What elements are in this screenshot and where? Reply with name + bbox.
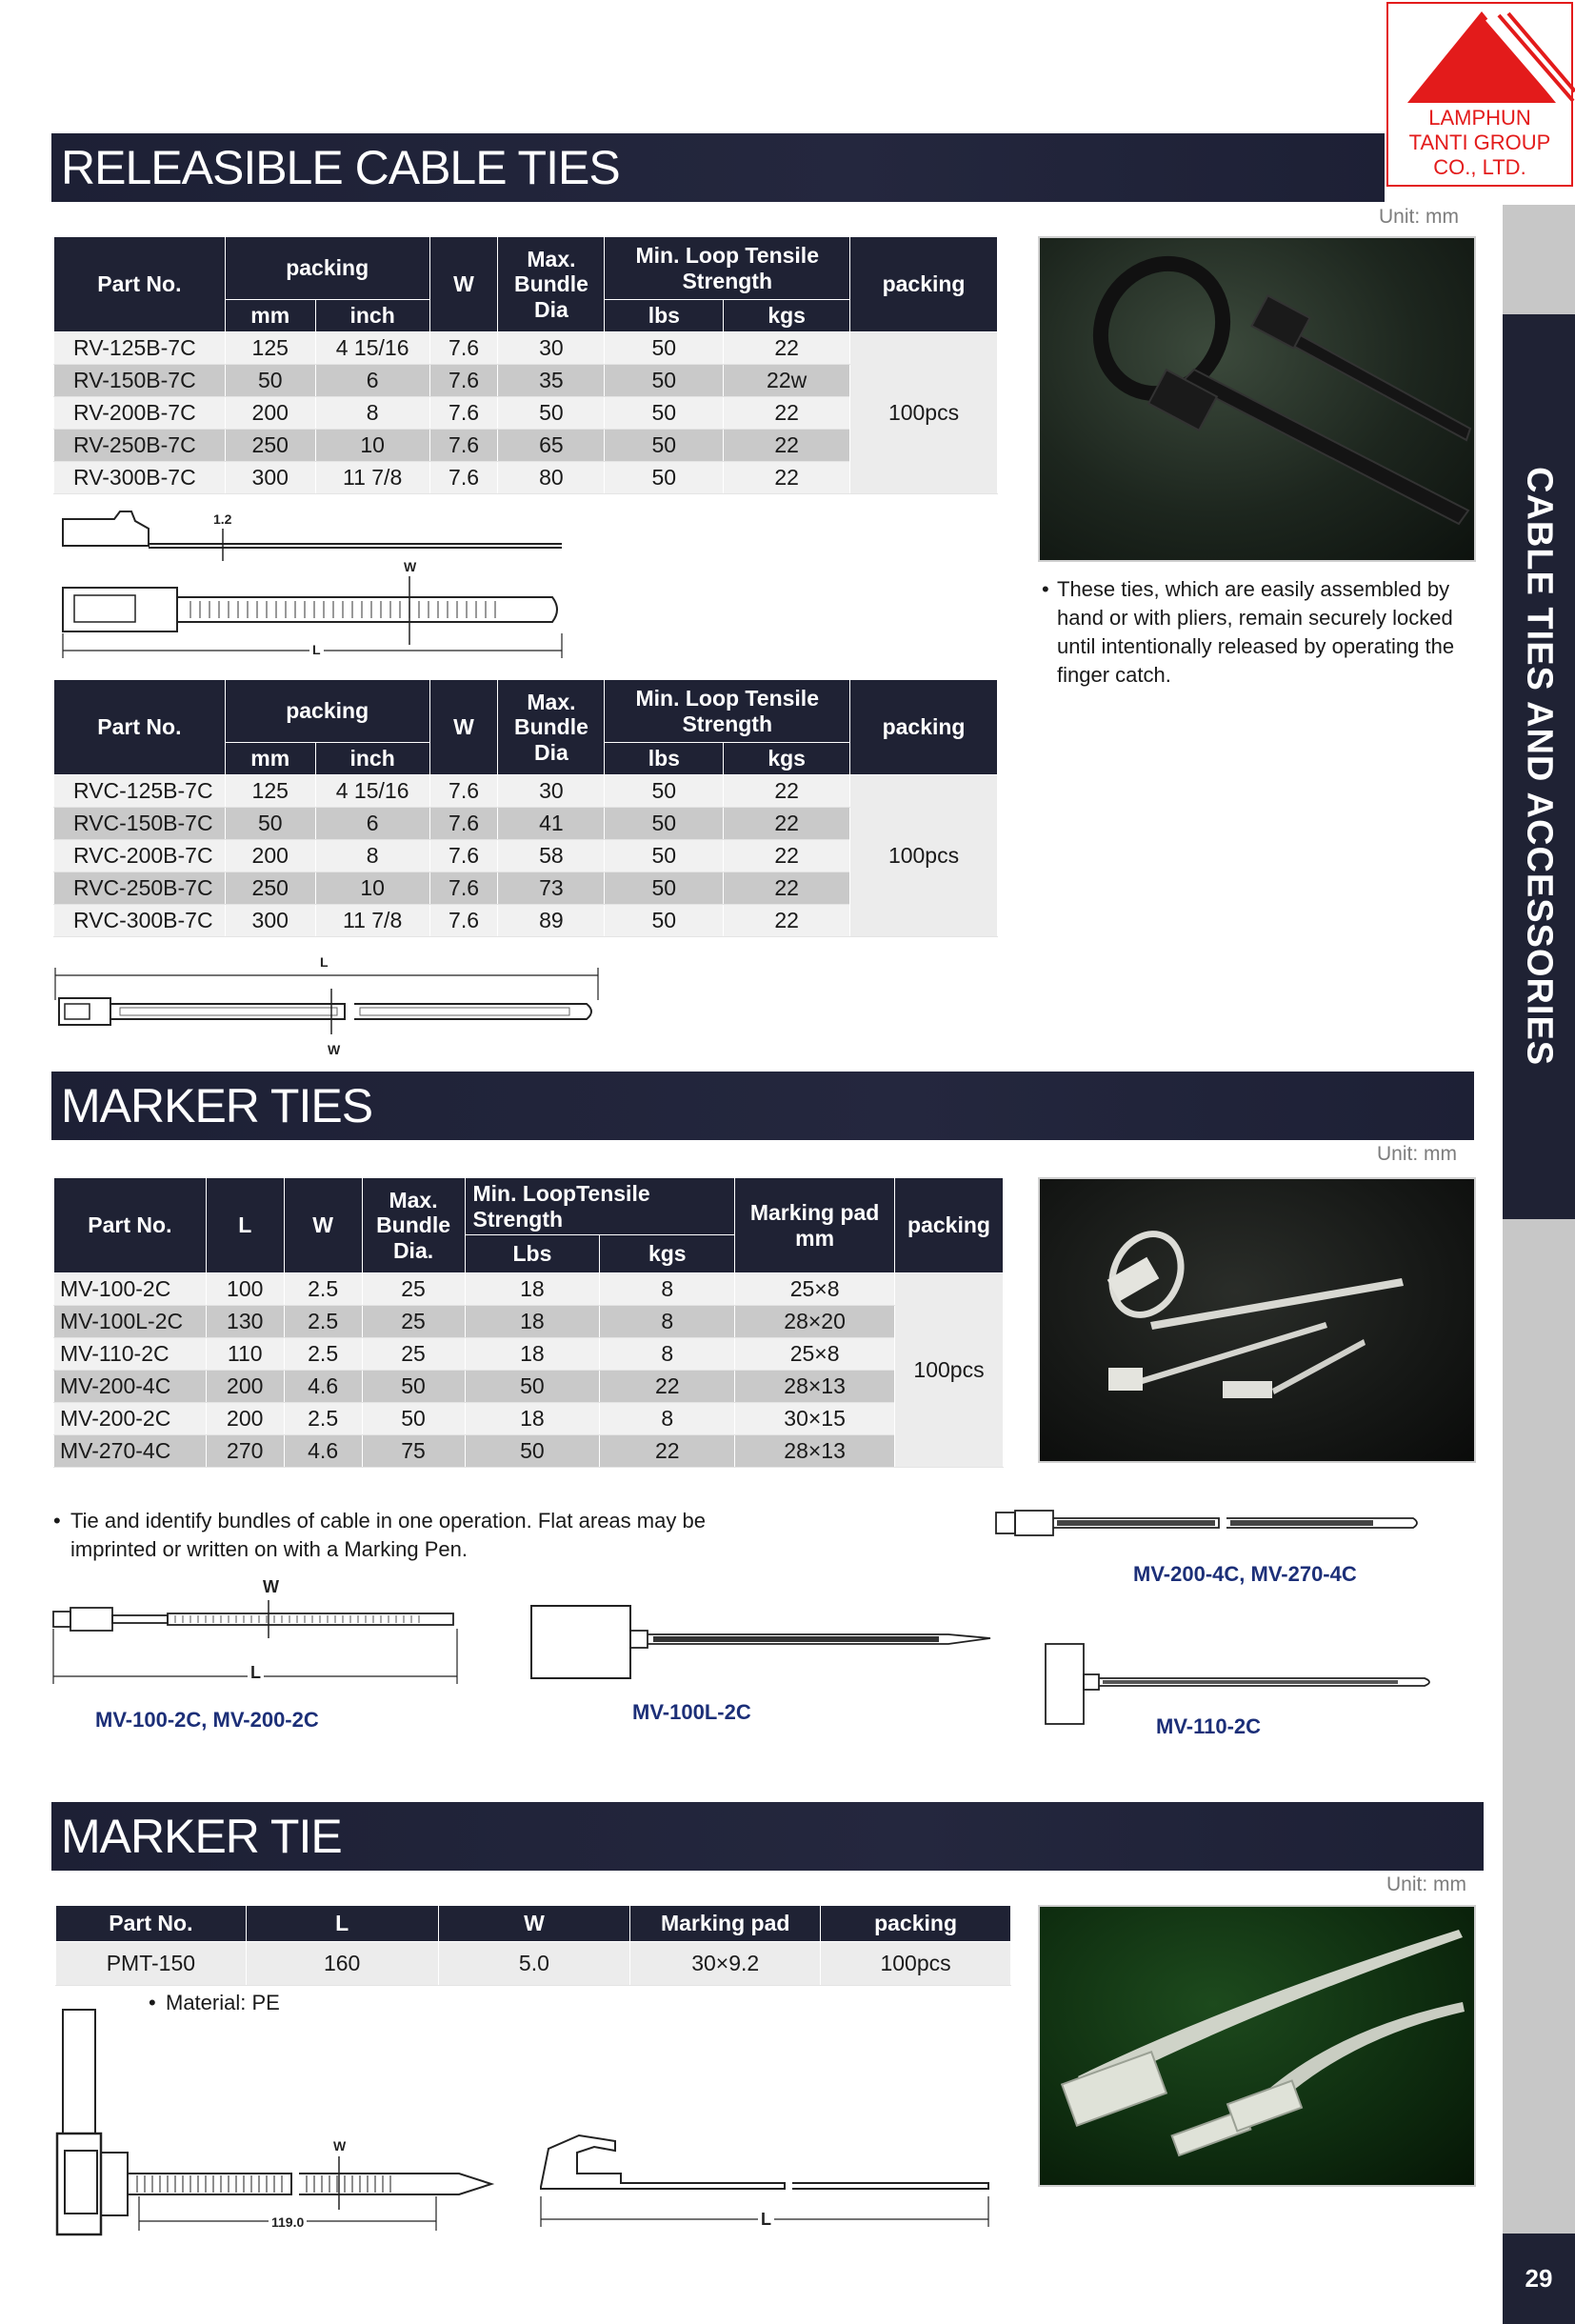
table-row: MV-100-2C 100 2.5 25 18 8 25×8 100pcs [54, 1273, 1004, 1306]
th-lbs: lbs [605, 743, 724, 775]
unit-label: Unit: mm [1386, 1873, 1466, 1895]
unit-label: Unit: mm [1377, 1143, 1457, 1165]
th-lbs: Lbs [465, 1235, 600, 1273]
table-row: RV-250B-7C 250 10 7.6 65 50 22 [54, 430, 998, 462]
table-row: RVC-200B-7C 200 8 7.6 58 50 22 [54, 840, 998, 872]
table-row: MV-270-4C 270 4.6 75 50 22 28×13 [54, 1435, 1004, 1468]
rvc-spec-table [53, 679, 998, 937]
caption-mv-100l: MV-100L-2C [632, 1700, 751, 1724]
th-part-no: Part No. [54, 680, 226, 775]
pmt-front-drawing [53, 2010, 510, 2238]
th-w: W [429, 237, 498, 332]
th-lbs: lbs [605, 300, 724, 332]
product-photo-marker-ties [1038, 1177, 1476, 1463]
th-kgs: kgs [600, 1235, 735, 1273]
side-label: CABLE TIES AND ACCESSORIES [1519, 467, 1560, 1067]
th-min-loop: Min. Loop Tensile Strength [605, 237, 850, 300]
unit-label: Unit: mm [1379, 206, 1459, 228]
table-row: RVC-125B-7C 125 4 15/16 7.6 30 50 22 100pcs [54, 775, 998, 808]
marker-ties-spec-table [53, 1177, 1004, 1468]
th-kgs: kgs [724, 300, 850, 332]
rv-tie-drawing [57, 510, 571, 662]
th-marking-pad: Marking pad [630, 1906, 821, 1942]
th-part-no: Part No. [54, 237, 226, 332]
marker-tie-image [1040, 1179, 1476, 1463]
th-part-no: Part No. [54, 1178, 207, 1273]
product-photo-marker-tie [1038, 1905, 1476, 2187]
logo-line-2: TANTI GROUP [1408, 130, 1551, 154]
packing-cell: 100pcs [895, 1273, 1004, 1468]
table-row: RVC-250B-7C 250 10 7.6 73 50 22 [54, 872, 998, 905]
section-title-releasable: RELEASIBLE CABLE TIES [51, 133, 1385, 202]
th-l: L [206, 1178, 284, 1273]
dim-w: W [328, 1042, 341, 1057]
th-packing: packing [225, 237, 429, 300]
th-inch: inch [315, 743, 429, 775]
table-row: RV-300B-7C 300 11 7/8 7.6 80 50 22 [54, 462, 998, 494]
table-row: RV-150B-7C 50 6 7.6 35 50 22w [54, 365, 998, 397]
dim-w: W [404, 559, 417, 574]
th-mm: mm [225, 743, 315, 775]
dim-l: L [320, 954, 329, 970]
rv-spec-table [53, 236, 998, 494]
releasable-note: • These ties, which are easily assembled by hand or with pliers, remain securely locked until intentionally released by operating the finger catch. [1042, 577, 1455, 687]
th-min-loop: Min. Loop Tensile Strength [605, 680, 850, 743]
dim-l: L [309, 642, 324, 657]
th-max-bundle: Max. Bundle Dia. [362, 1178, 465, 1273]
logo-triangle-icon [1388, 4, 1575, 109]
table-row: PMT-150 160 5.0 30×9.2 100pcs [56, 1942, 1011, 1986]
page-number: 29 [1503, 2234, 1575, 2324]
dim-w: W [333, 2138, 347, 2154]
section-title-marker-tie: MARKER TIE [51, 1802, 1484, 1871]
logo-line-3: CO., LTD. [1433, 155, 1526, 179]
th-w: W [284, 1178, 362, 1273]
th-w: W [429, 680, 498, 775]
caption-mv-100: MV-100-2C, MV-200-2C [95, 1708, 319, 1732]
th-inch: inch [315, 300, 429, 332]
cable-tie-image [1040, 238, 1476, 562]
caption-mv-110: MV-110-2C [1156, 1714, 1262, 1738]
company-logo [1386, 2, 1573, 187]
th-packing-qty: packing [850, 237, 998, 332]
caption-mv-200-4c: MV-200-4C, MV-270-4C [1133, 1562, 1357, 1586]
dim-l: L [758, 2210, 774, 2230]
table-row: MV-110-2C 110 2.5 25 18 8 25×8 [54, 1338, 1004, 1371]
th-packing: packing [225, 680, 429, 743]
packing-cell: 100pcs [850, 775, 998, 937]
th-marking-pad: Marking pad mm [735, 1178, 895, 1273]
th-packing: packing [895, 1178, 1004, 1273]
table-row: MV-100L-2C 130 2.5 25 18 8 28×20 [54, 1306, 1004, 1338]
th-packing-qty: packing [850, 680, 998, 775]
mv-200-4c-drawing [994, 1507, 1423, 1545]
th-part-no: Part No. [56, 1906, 247, 1942]
table-row: MV-200-4C 200 4.6 50 50 22 28×13 [54, 1371, 1004, 1403]
th-l: L [246, 1906, 438, 1942]
th-min-loop: Min. LoopTensile Strength [465, 1178, 735, 1235]
th-max-bundle: Max. Bundle Dia [498, 680, 605, 775]
dim-l: L [248, 1663, 264, 1683]
th-max-bundle: Max. Bundle Dia [498, 237, 605, 332]
product-photo-releasable [1038, 236, 1476, 562]
table-row: MV-200-2C 200 2.5 50 18 8 30×15 [54, 1403, 1004, 1435]
marker-ties-note: • Tie and identify bundles of cable in one operation. Flat areas may be imprinted or written on with a Marking Pen. [53, 1509, 706, 1561]
material-note: • Material: PE [149, 1991, 280, 2014]
dim-w: W [263, 1577, 279, 1596]
th-mm: mm [225, 300, 315, 332]
th-kgs: kgs [724, 743, 850, 775]
table-row: RV-125B-7C 125 4 15/16 7.6 30 50 22 100pcs [54, 332, 998, 365]
table-row: RVC-150B-7C 50 6 7.6 41 50 22 [54, 808, 998, 840]
mv-100l-drawing [529, 1600, 996, 1686]
table-row: RV-200B-7C 200 8 7.6 50 50 22 [54, 397, 998, 430]
logo-line-1: LAMPHUN [1428, 106, 1531, 130]
th-packing: packing [821, 1906, 1011, 1942]
section-title-marker-ties: MARKER TIES [51, 1072, 1474, 1140]
th-w: W [438, 1906, 630, 1942]
dim-length: 119.0 [269, 2214, 307, 2230]
packing-cell: 100pcs [850, 332, 998, 494]
dim-thickness: 1.2 [213, 511, 232, 527]
pmt-image [1040, 1907, 1476, 2187]
marker-tie-spec-table [55, 1905, 1011, 1986]
table-row: RVC-300B-7C 300 11 7/8 7.6 89 50 22 [54, 905, 998, 937]
